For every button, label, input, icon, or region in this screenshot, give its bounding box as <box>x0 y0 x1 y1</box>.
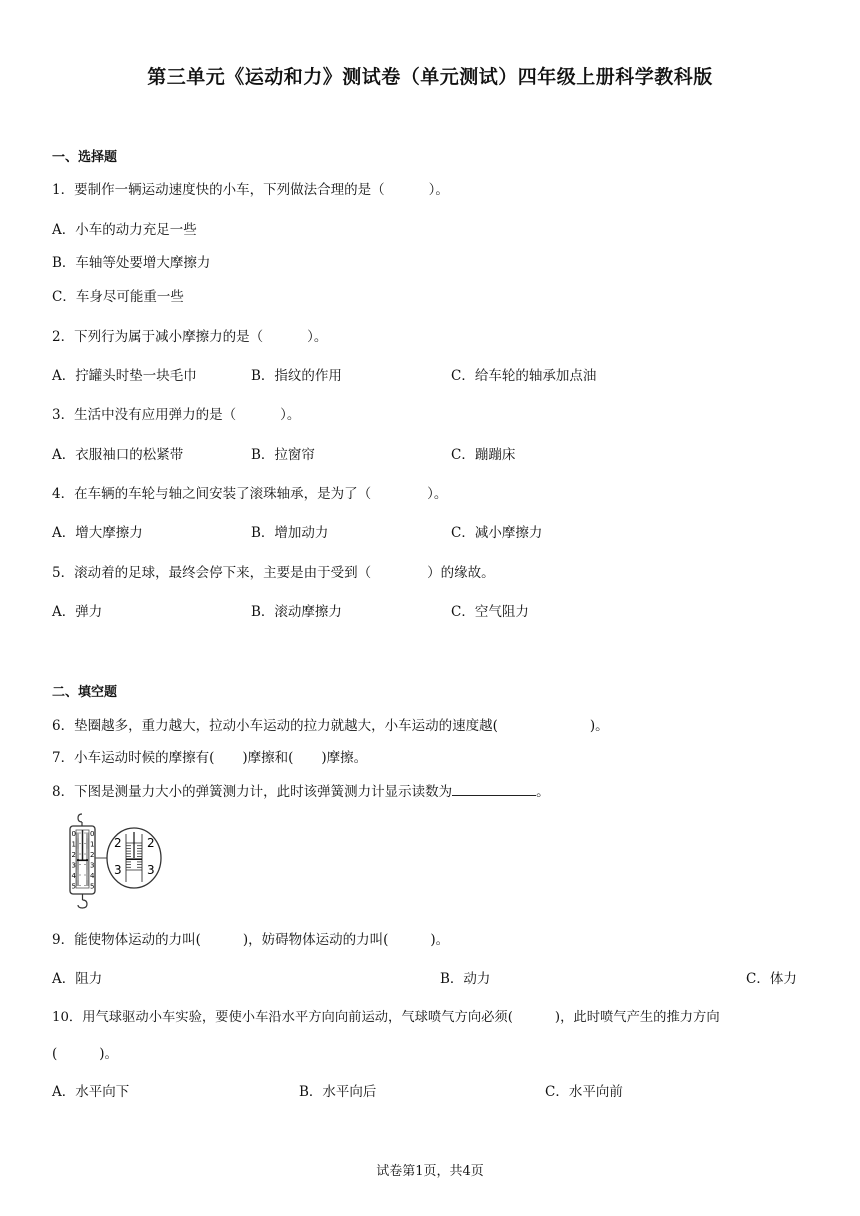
question-10-text-open: ( <box>52 1046 58 1062</box>
question-10-text-end: )。 <box>99 1046 119 1062</box>
question-6-text: 6．垫圈越多，重力越大，拉动小车运动的拉力就越大，小车运动的速度越( <box>52 718 498 734</box>
scale-label: 2 <box>71 851 76 859</box>
question-4-text-end: ）。 <box>427 486 448 502</box>
question-5-stem <box>52 561 495 581</box>
scale-label: 1 <box>90 840 95 849</box>
zoom-label-right-bottom: 3 <box>147 863 155 877</box>
question-2-option-b: B．指纹的作用 <box>251 368 342 384</box>
question-9-option-b: B．动力 <box>440 971 491 987</box>
question-10-text: 10．用气球驱动小车实验，要使小车沿水平方向向前运动，气球喷气方向必须( <box>52 1010 513 1025</box>
question-5-option-b: B．滚动摩擦力 <box>251 604 342 620</box>
zoom-label-right-top: 2 <box>147 836 155 850</box>
question-7-text-end: )摩擦。 <box>321 750 368 766</box>
question-1-text: 1．要制作一辆运动速度快的小车，下列做法合理的是（ <box>52 182 385 198</box>
question-5-option-c: C．空气阻力 <box>451 604 529 620</box>
question-10-stem-cont <box>52 1042 118 1062</box>
question-9-option-c: C．体力 <box>746 971 797 987</box>
scale-label: 5 <box>71 882 76 891</box>
question-10-option-a: A．水平向下 <box>52 1084 130 1100</box>
question-4-option-a: A．增大摩擦力 <box>52 525 143 541</box>
question-5-text-end: ）的缘故。 <box>427 565 495 581</box>
question-1-stem <box>52 178 449 198</box>
question-1-option-c: C．车身尽可能重一些 <box>52 289 184 305</box>
spring-scale-body <box>70 814 95 908</box>
scale-label: 0 <box>90 830 95 838</box>
question-10-option-c: C．水平向前 <box>545 1084 623 1100</box>
question-5-text: 5．滚动着的足球，最终会停下来，主要是由于受到（ <box>52 565 372 581</box>
zoom-magnifier <box>107 828 161 888</box>
question-9-text-end: )。 <box>430 932 450 948</box>
scale-label: 3 <box>90 861 95 870</box>
question-7-text: 7．小车运动时候的摩擦有( <box>52 750 215 766</box>
question-1-option-b: B．车轴等处要增大摩擦力 <box>52 255 211 271</box>
question-7-stem <box>52 746 367 766</box>
question-3-option-a: A．衣服袖口的松紧带 <box>52 447 184 463</box>
scale-label: 5 <box>90 882 95 891</box>
question-6-stem <box>52 714 609 734</box>
question-4-option-c: C．减小摩擦力 <box>451 525 543 541</box>
question-8-text: 8．下图是测量力大小的弹簧测力计，此时该弹簧测力计显示读数为 <box>52 784 453 800</box>
question-1-text-end: ）。 <box>428 182 449 198</box>
scale-label: 0 <box>71 830 76 838</box>
question-4-text: 4．在车辆的车轮与轴之间安装了滚珠轴承，是为了（ <box>52 486 372 502</box>
section-heading-choice: 一、选择题 <box>52 150 118 165</box>
question-9-stem <box>52 928 449 948</box>
question-3-text-end: ）。 <box>280 407 301 423</box>
question-2-stem <box>52 325 327 345</box>
question-5-option-a: A．弹力 <box>52 604 103 620</box>
question-8-text-end: 。 <box>536 784 550 800</box>
question-9-option-a: A．阻力 <box>52 971 103 987</box>
answer-blank-line <box>452 783 536 796</box>
question-4-stem <box>52 482 447 502</box>
question-2-text: 2．下列行为属于减小摩擦力的是（ <box>52 329 264 345</box>
question-2-option-a: A．拧罐头时垫一块毛巾 <box>52 368 197 384</box>
question-3-stem <box>52 403 300 423</box>
question-6-text-end: )。 <box>589 718 609 734</box>
scale-label: 1 <box>71 840 76 849</box>
page-title: 第三单元《运动和力》测试卷（单元测试）四年级上册科学教科版 <box>147 66 713 88</box>
question-3-option-b: B．拉窗帘 <box>251 447 315 463</box>
question-9-text: 9．能使物体运动的力叫( <box>52 932 201 948</box>
scale-label: 2 <box>90 851 95 859</box>
question-9-text-mid: )，妨碍物体运动的力叫( <box>242 932 389 948</box>
zoom-label-left-top: 2 <box>114 836 122 850</box>
question-1-option-a: A．小车的动力充足一些 <box>52 222 197 238</box>
question-8-stem <box>52 780 550 800</box>
spring-scale-figure <box>64 812 174 912</box>
question-2-text-end: ）。 <box>307 329 328 345</box>
page-footer: 试卷第1页，共4页 <box>376 1164 484 1179</box>
question-10-text-mid: )，此时喷气产生的推力方向 <box>554 1010 720 1025</box>
question-3-text: 3．生活中没有应用弹力的是（ <box>52 407 237 423</box>
scale-label: 3 <box>71 861 76 870</box>
question-4-option-b: B．增加动力 <box>251 525 329 541</box>
scale-label: 4 <box>90 872 95 880</box>
question-10-stem <box>52 1006 720 1025</box>
zoom-label-left-bottom: 3 <box>114 863 122 877</box>
question-2-option-c: C．给车轮的轴承加点油 <box>451 368 597 384</box>
section-heading-fill-in: 二、填空题 <box>52 685 118 700</box>
question-7-text-mid: )摩擦和( <box>242 750 294 766</box>
question-10-option-b: B．水平向后 <box>299 1084 377 1100</box>
question-3-option-c: C．蹦蹦床 <box>451 447 516 463</box>
scale-label: 4 <box>71 872 76 880</box>
